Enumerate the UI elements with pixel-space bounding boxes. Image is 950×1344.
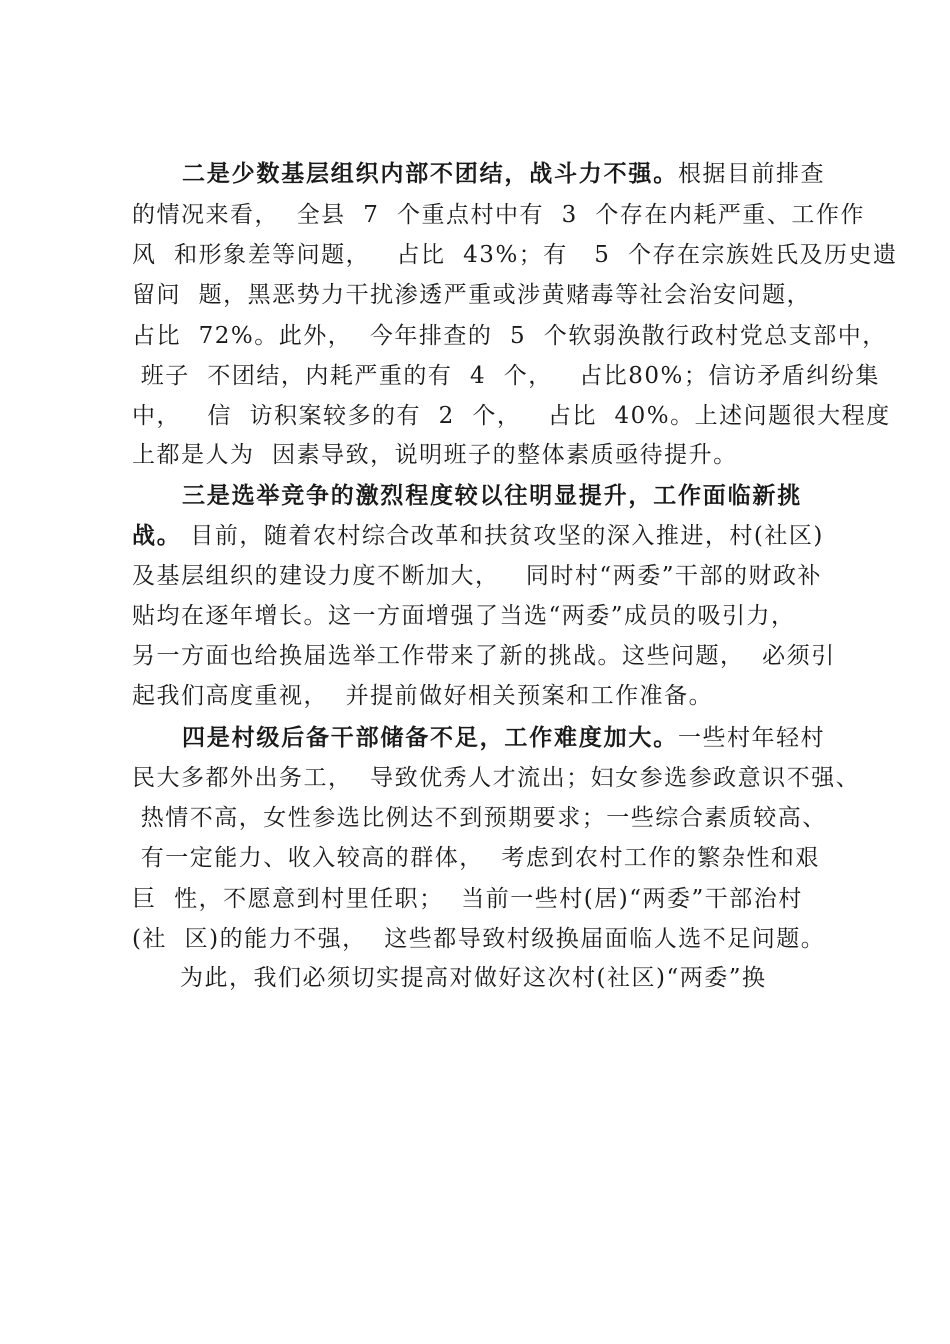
text-run: 热情不高，女性参选比例达不到预期要求；一些综合素质较高、 [132,805,827,831]
text-run: 风 和形象差等问题， 占比 43%；有 5 个存在宗族姓氏及历史遗 [132,242,898,268]
paragraph-heading: 战。 [132,522,182,549]
text-run: 中， 信 访积案较多的有 2 个， 占比 40%。上述问题很大程度 [132,403,891,429]
text-run: 起我们高度重视， 并提前做好相关预案和工作准备。 [132,683,714,709]
text-line [180,963,766,993]
text-line [132,884,803,914]
text-line [132,521,824,551]
paragraph-heading: 三是选举竞争的激烈程度较以往明显提升，工作面临新挑 [182,482,802,509]
text-line [182,481,802,511]
text-run: 目前，随着农村综合改革和扶贫攻坚的深入推进，村(社区) [181,523,824,549]
text-line [132,924,825,954]
text-line [132,240,898,270]
text-run: 占比 72%。此外， 今年排查的 5 个软弱涣散行政村党总支部中， [132,323,887,349]
text-line [132,561,822,591]
text-line [182,159,825,189]
text-run: 另一方面也给换届选举工作带来了新的挑战。这些问题， 必须引 [132,643,836,669]
text-run: 留问 题，黑恶势力干扰渗透严重或涉黄赌毒等社会治安问题， [132,282,812,308]
text-run: 贴均在逐年增长。这一方面增强了当选“两委”成员的吸引力， [132,603,796,629]
text-line [132,803,827,833]
text-run: 一些村年轻村 [678,725,825,751]
text-run: 民大多都外出务工， 导致优秀人才流出；妇女参选参政意识不强、 [132,765,861,791]
text-run: 的情况来看， 全县 7 个重点村中有 3 个存在内耗严重、工作作 [132,202,865,228]
text-run: 为此，我们必须切实提高对做好这次村(社区)“两委”换 [180,965,767,991]
text-run: (社 区)的能力不强， 这些都导致村级换届面临人选不足问题。 [132,926,826,952]
text-line [132,200,865,230]
text-line [132,641,836,671]
text-line [182,723,825,753]
paragraph-heading: 四是村级后备干部储备不足，工作难度加大。 [182,724,678,751]
text-run: 根据目前排查 [678,161,825,187]
text-run: 及基层组织的建设力度不断加大， 同时村“两委”干部的财政补 [132,563,822,589]
text-run: 上都是人为 因素导致，说明班子的整体素质亟待提升。 [132,442,738,468]
text-line [132,361,880,391]
text-line [132,681,713,711]
text-line [132,401,891,431]
text-line [132,280,811,310]
text-line [132,440,738,470]
text-run: 有一定能力、收入较高的群体， 考虑到农村工作的繁杂性和艰 [132,845,820,871]
paragraph-heading: 二是少数基层组织内部不团结，战斗力不强。 [182,160,678,187]
text-line [132,321,887,351]
text-run: 班子 不团结，内耗严重的有 4 个， 占比80%；信访矛盾纠纷集 [132,363,880,389]
text-run: 巨 性，不愿意到村里任职； 当前一些村(居)“两委”干部治村 [132,886,803,912]
text-line [132,601,796,631]
text-line [132,843,820,873]
text-line [132,763,860,793]
